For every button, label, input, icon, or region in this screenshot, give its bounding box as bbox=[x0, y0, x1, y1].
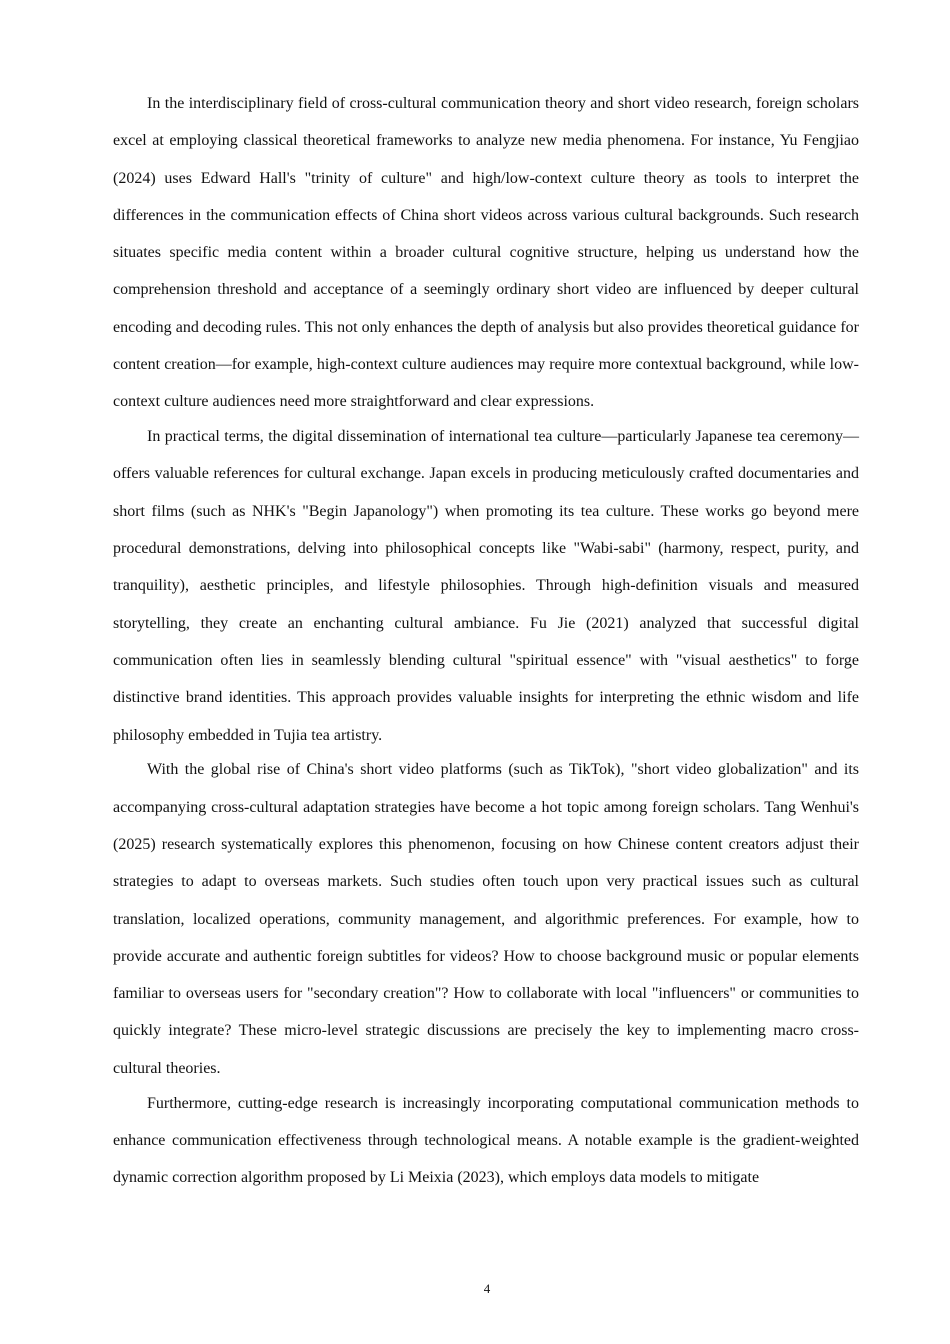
paragraph-tea-culture-dissemination: In practical terms, the digital dissemination of international tea culture—particularly Japanese tea ceremony—offers valuable references for cultural exchange. Japan excels in producing meticulously crafted documentaries and short films (such as NHK's "Begin Japanology") when promoting its tea culture. These works go beyond mere procedural demonstrations, delving into philosophical concepts like "Wabi-sabi" (harmony, respect, purity, and tranquility), aesthetic principles, and lifestyle philosophies. Through high-definition visuals and measured storytelling, they create an enchanting cultural ambiance. Fu Jie (2021) analyzed that successful digital communication often lies in seamlessly blending cultural "spiritual essence" with "visual aesthetics" to forge distinctive brand identities. This approach provides valuable insights for interpreting the ethnic wisdom and life philosophy embedded in Tujia tea artistry. bbox=[113, 428, 859, 744]
paragraph-computational-communication: Furthermore, cutting-edge research is increasingly incorporating computational communication methods to enhance communication effectiveness through technological means. A notable example is the gradient-weighted dynamic correction algorithm proposed by Li Meixia (2023), which employs data models to mitigate bbox=[113, 1094, 859, 1187]
page-number: 4 bbox=[483, 1281, 491, 1296]
paragraph-cross-cultural-theory: In the interdisciplinary field of cross-cultural communication theory and short video research, foreign scholars excel at employing classical theoretical frameworks to analyze new media phenomena. For instance, Yu Fengjiao (2024) uses Edward Hall's "trinity of culture" and high/low-context culture theory as tools to interpret the differences in the communication effects of China short videos across various cultural backgrounds. Such research situates specific media content within a broader cultural cognitive structure, helping us understand how the comprehension threshold and acceptance of a seemingly ordinary short video are influenced by deeper cultural encoding and decoding rules. This not only enhances the depth of analysis but also provides theoretical guidance for content creation—for example, high-context culture audiences may require more contextual background, while low-context culture audiences need more straightforward and clear expressions. bbox=[113, 95, 859, 411]
document-body bbox=[113, 85, 859, 1194]
paragraph-short-video-globalization: With the global rise of China's short video platforms (such as TikTok), "short video globalization" and its accompanying cross-cultural adaptation strategies have become a hot topic among foreign scholars. Tang Wenhui's (2025) research systematically explores this phenomenon, focusing on how Chinese content creators adjust their strategies to adapt to overseas markets. Such studies often touch upon very practical issues such as cultural translation, localized operations, community management, and algorithmic preferences. For example, how to provide accurate and authentic foreign subtitles for videos? How to choose background music or popular elements familiar to overseas users for "secondary creation"? How to collaborate with local "influencers" or communities to quickly integrate? These micro-level strategic discussions are precisely the key to implementing macro cross-cultural theories. bbox=[113, 761, 859, 1077]
